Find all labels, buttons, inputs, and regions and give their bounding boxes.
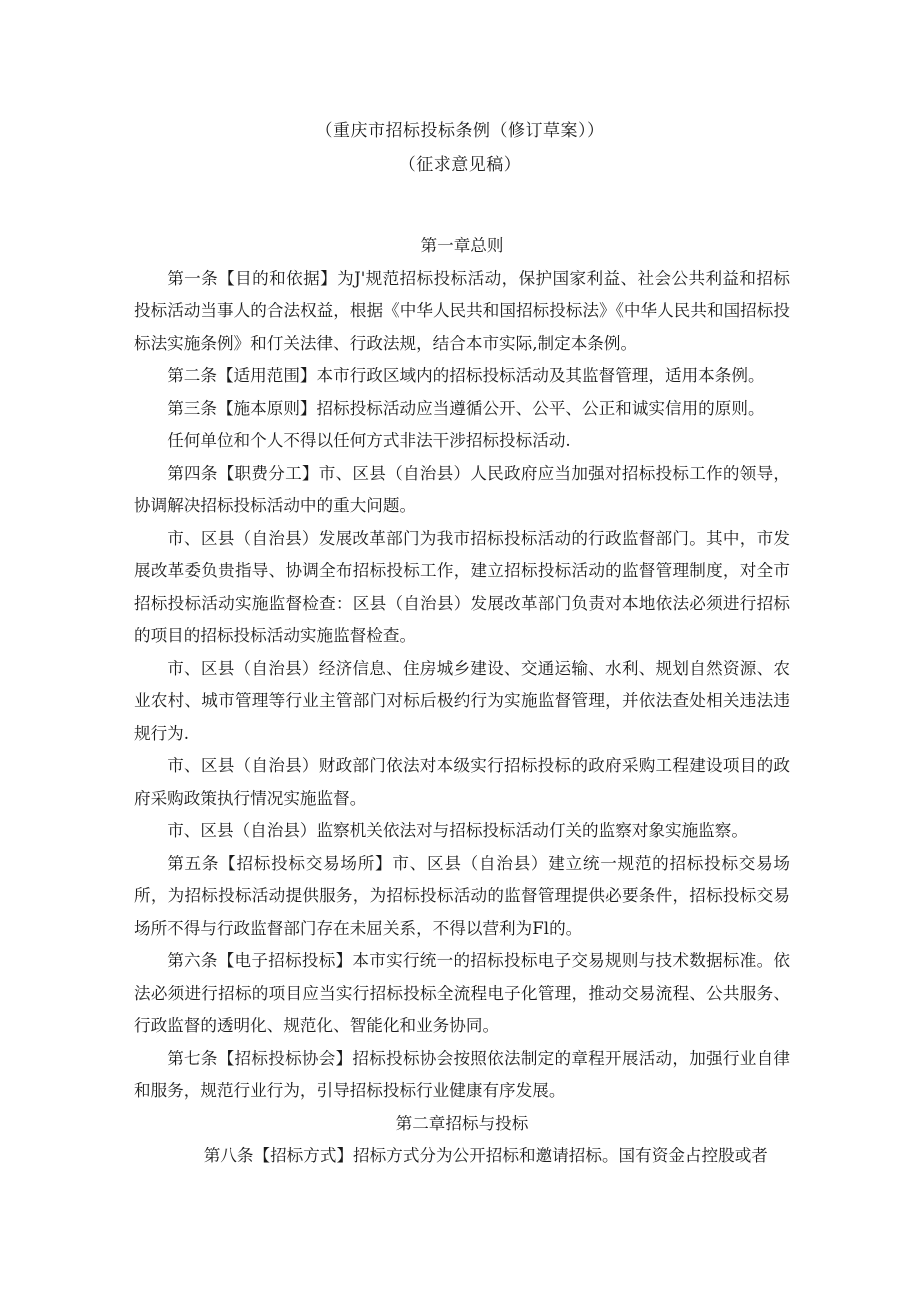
article-paragraph: 市、区县（自治县）发展改革部门为我市招标投标活动的行政监督部门。其中，市发展改革委负贵指导、协调全布招标投标工作，建立招标投标活动的监督管理制度，对全市招标投标活动实施监督检查：区县（自治县）发展改革部门负责对本地依法必须进行招标的项目的招标投标活动实施监督检查。 (134, 528, 790, 645)
article-paragraph: 市、区县（自治县）监察机关依法对与招标投标活动仃关的监察对象实施监察。 (167, 821, 748, 840)
article-paragraph: 第一条【目的和依据】为J'规范招标投标活动，保护国家利益、社会公共利益和招标投标活动当事人的合法权益，根据《中华人民共和国招标投标法》《中华人民共和国招标投标法实施条例》和仃关法律、行政法规，结合本市实际,制定本条例。 (134, 268, 790, 353)
document-subtitle: （征求意见稿） (398, 155, 522, 175)
article-paragraph: 市、区县（自治县）财政部门依法对本级实行招标投标的政府采购工程建设项目的政府采购政策执行情况实施监督。 (134, 756, 790, 808)
article-paragraph: 第七条【招标投标协会】招标投标协会按照依法制定的章程开展活动，加强行业自律和服务，规范行业行为，引导招标投标行业健康有序发展。 (134, 1048, 790, 1100)
article-paragraph: 第二条【适用范围】本市行政区域内的招标投标活动及其监督管理，适用本条例。 (167, 366, 765, 385)
document-body (134, 230, 790, 1173)
article-paragraph: 任何单位和个人不得以任何方式非法干涉招标投标活动. (167, 431, 571, 450)
article-paragraph: 市、区县（自治县）经济信息、住房城乡建设、交通运输、水利、规划自然资源、农业农村、城市管理等行业主管部门对标后极约行为实施监督管理，并依法查处相关违法违规行为. (134, 658, 790, 743)
article-paragraph: 第八条【招标方式】招标方式分为公开招标和邀请招标。国有资金占控股或者 (203, 1146, 768, 1165)
chapter-heading: 第二章招标与投标 (395, 1113, 529, 1133)
article-paragraph: 第四条【职费分工】市、区县（自治县）人民政府应当加强对招标投标工作的领导，协调解决招标投标活动中的重大问题。 (134, 463, 790, 515)
article-paragraph: 第六条【电子招标投标】本市实行统一的招标投标电子交易规则与技术数据标准。依法必须进行招标的项目应当实行招标投标全流程电子化管理，推动交易流程、公共服务、行政监督的透明化、规范化、智能化和业务协同。 (134, 951, 790, 1035)
document-title: （重庆市招标投标条例（修订草案）） (315, 121, 605, 141)
article-paragraph: 第五条【招标投标交易场所】市、区县（自治县）建立统一规范的招标投标交易场所，为招标投标活动提供服务，为招标投标活动的监督管理提供必要条件，招标投标交易场所不得与行政监督部门存在未屈关系，不得以营利为Fl的。 (134, 853, 790, 938)
article-paragraph: 第三条【施本原则】招标投标活动应当遵循公开、公平、公正和诚实信用的原则。 (167, 398, 765, 418)
chapter-heading: 第一章总则 (420, 236, 504, 255)
